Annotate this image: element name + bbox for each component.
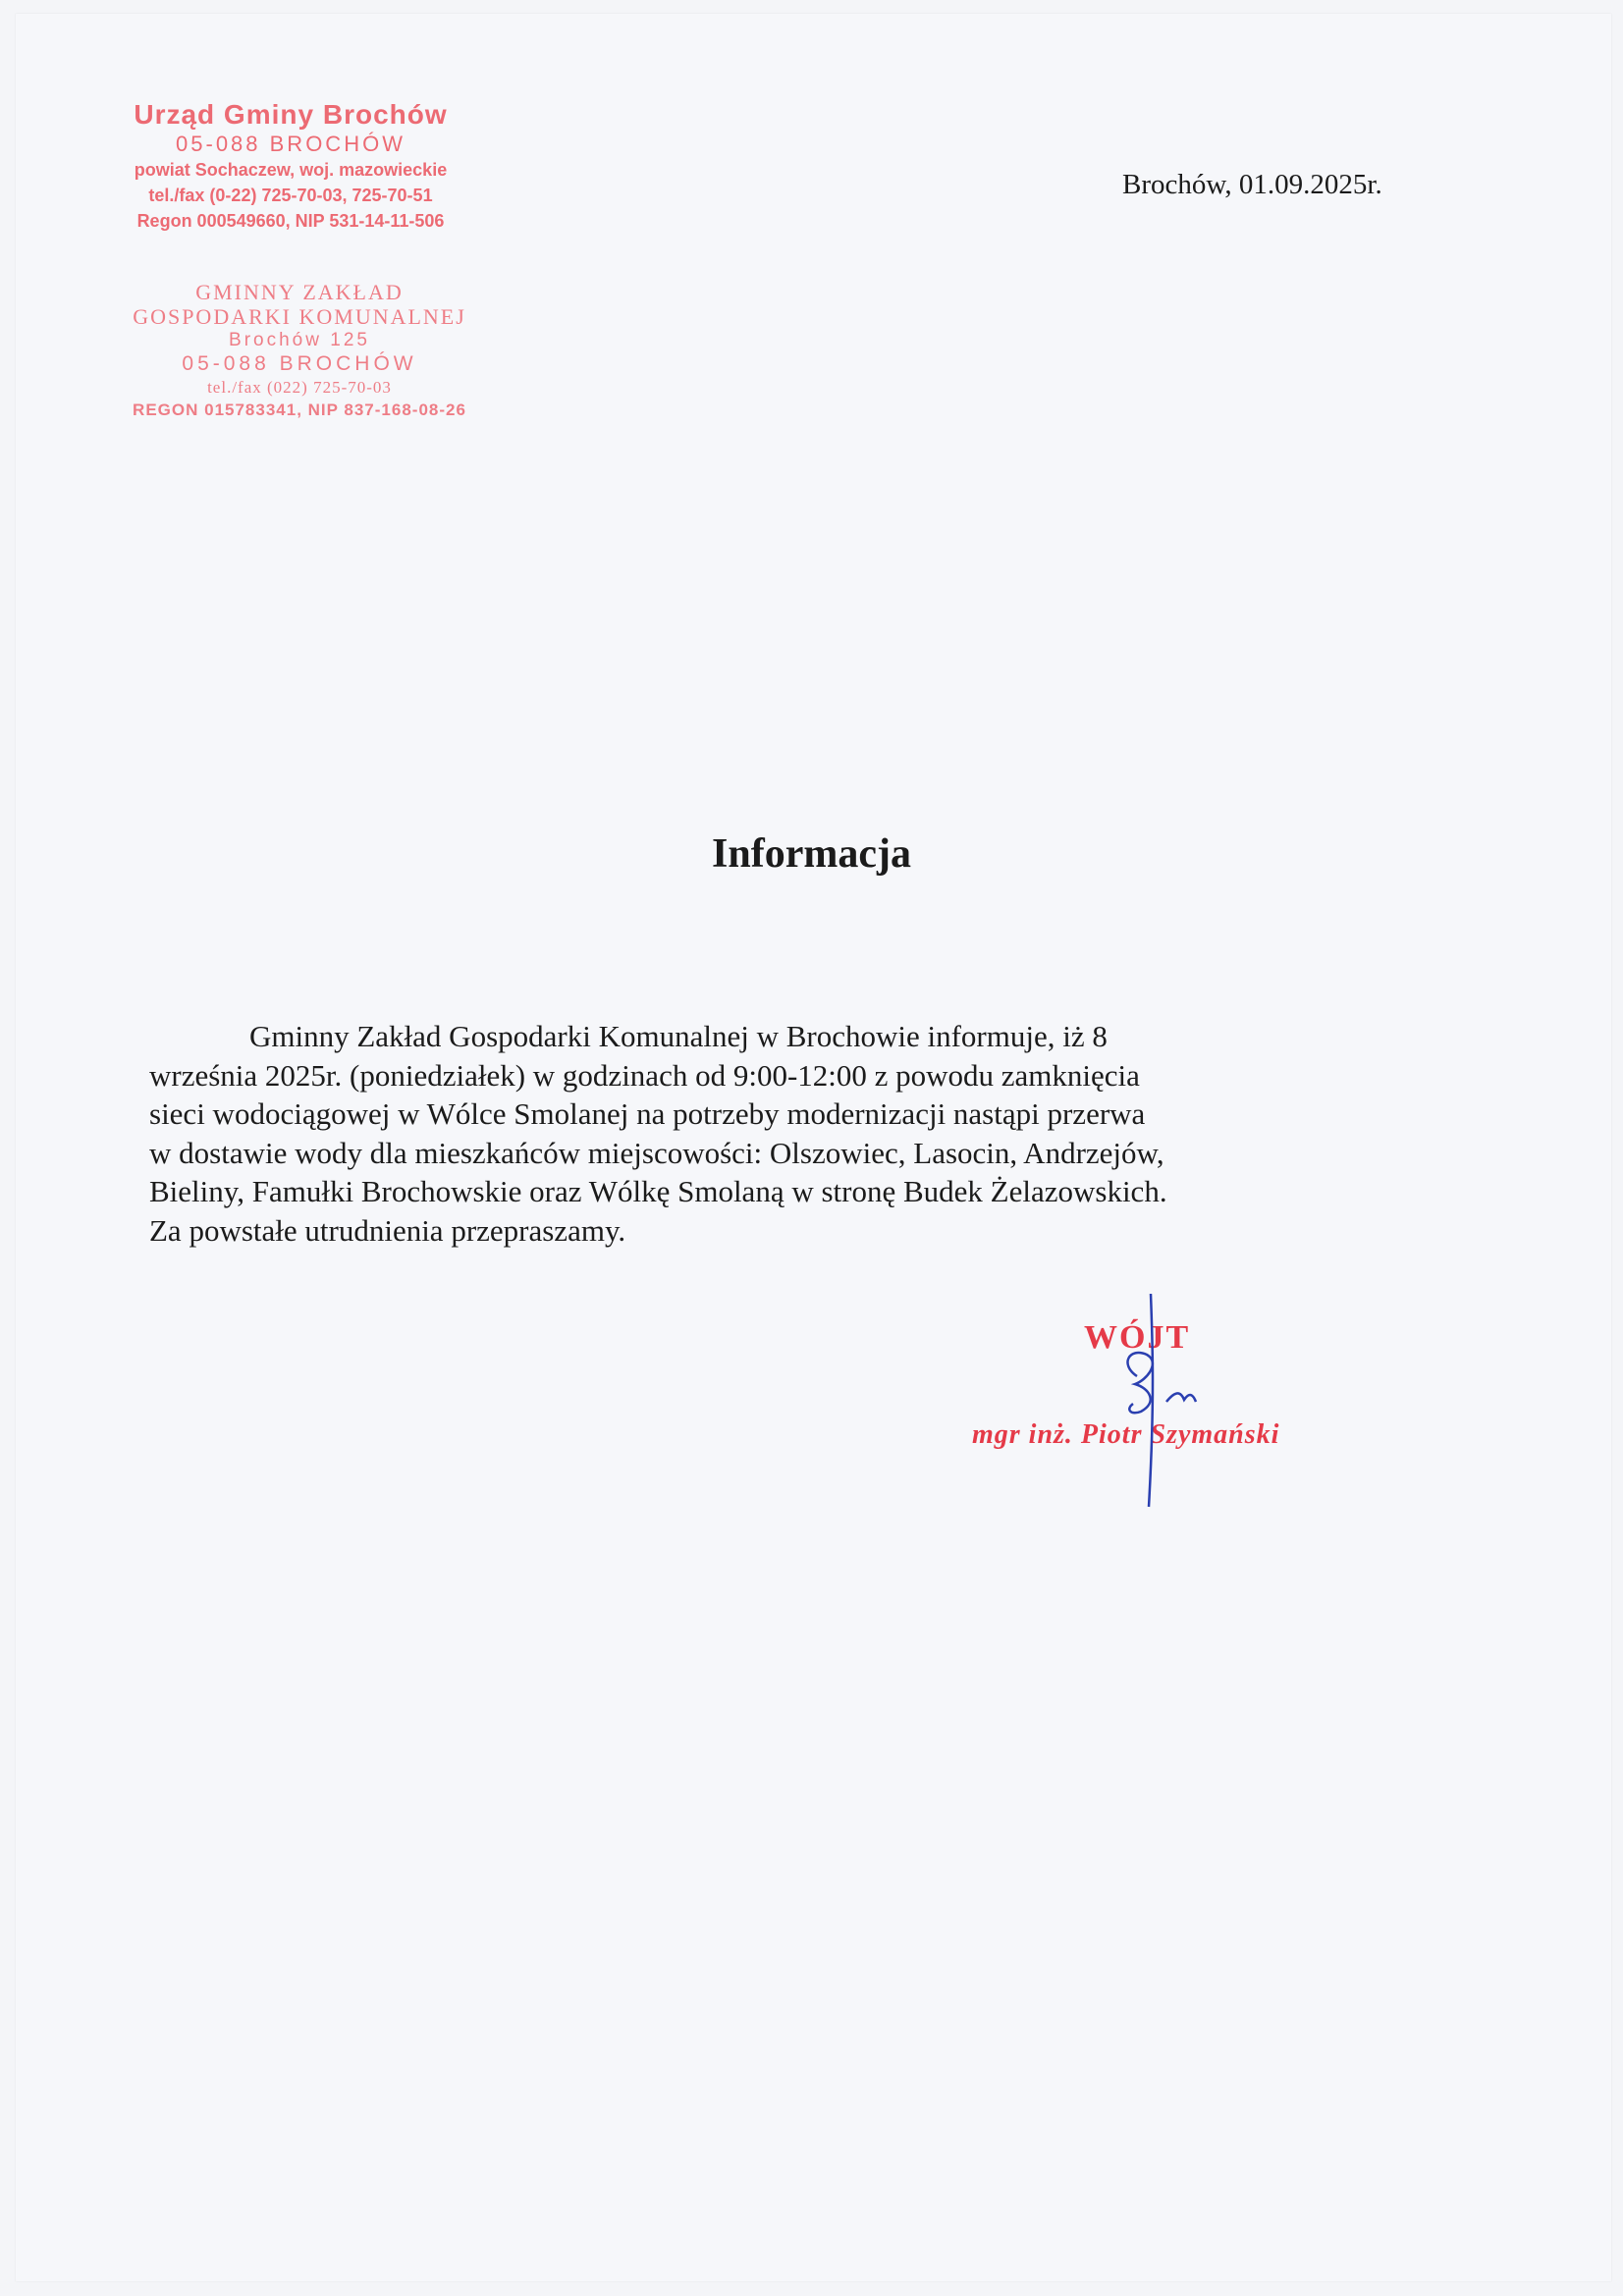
body-line: Bieliny, Famułki Brochowskie oraz Wólkę Smolaną w stronę Budek Żelazowskich. bbox=[149, 1174, 1167, 1208]
stamp-zaklad-line3: Brochów 125 bbox=[229, 330, 370, 350]
stamp-zaklad-line1: GMINNY ZAKŁAD bbox=[195, 280, 404, 304]
stamp-urzad-gminy bbox=[104, 98, 477, 234]
stamp-urzad-address: 05-088 BROCHÓW bbox=[176, 132, 406, 156]
signature-stamp-name: mgr inż. Piotr Szymański bbox=[972, 1419, 1280, 1450]
stamp-zaklad bbox=[98, 280, 501, 422]
body-line: Za powstałe utrudnienia przepraszamy. bbox=[149, 1212, 626, 1248]
stamp-urzad-district: powiat Sochaczew, woj. mazowieckie bbox=[134, 160, 448, 180]
body-line: Gminny Zakład Gospodarki Komunalnej w Brochowie informuje, iż 8 bbox=[249, 1019, 1108, 1053]
body-line: w dostawie wody dla mieszkańców miejscowości: Olszowiec, Lasocin, Andrzejów, bbox=[149, 1135, 1164, 1170]
signature-stamp-role: WÓJT bbox=[1084, 1319, 1191, 1356]
handwritten-signature bbox=[1090, 1286, 1247, 1512]
document-date: Brochów, 01.09.2025r. bbox=[1122, 169, 1382, 200]
stamp-zaklad-line4: 05-088 BROCHÓW bbox=[182, 352, 417, 375]
stamp-urzad-title: Urząd Gminy Brochów bbox=[134, 99, 448, 130]
stamp-zaklad-line6: REGON 015783341, NIP 837-168-08-26 bbox=[133, 400, 466, 419]
body-line: września 2025r. (poniedziałek) w godzinach od 9:00-12:00 z powodu zamknięcia bbox=[149, 1057, 1140, 1093]
stamp-urzad-ids: Regon 000549660, NIP 531-14-11-506 bbox=[136, 211, 445, 231]
stamp-zaklad-line2: GOSPODARKI KOMUNALNEJ bbox=[133, 304, 466, 329]
document-title: Informacja bbox=[712, 831, 911, 877]
stamp-urzad-phone: tel./fax (0-22) 725-70-03, 725-70-51 bbox=[148, 186, 433, 205]
stamp-zaklad-line5: tel./fax (022) 725-70-03 bbox=[207, 378, 392, 397]
body-line: sieci wodociągowej w Wólce Smolanej na potrzeby modernizacji nastąpi przerwa bbox=[149, 1096, 1146, 1131]
document-body bbox=[149, 1017, 1455, 1250]
